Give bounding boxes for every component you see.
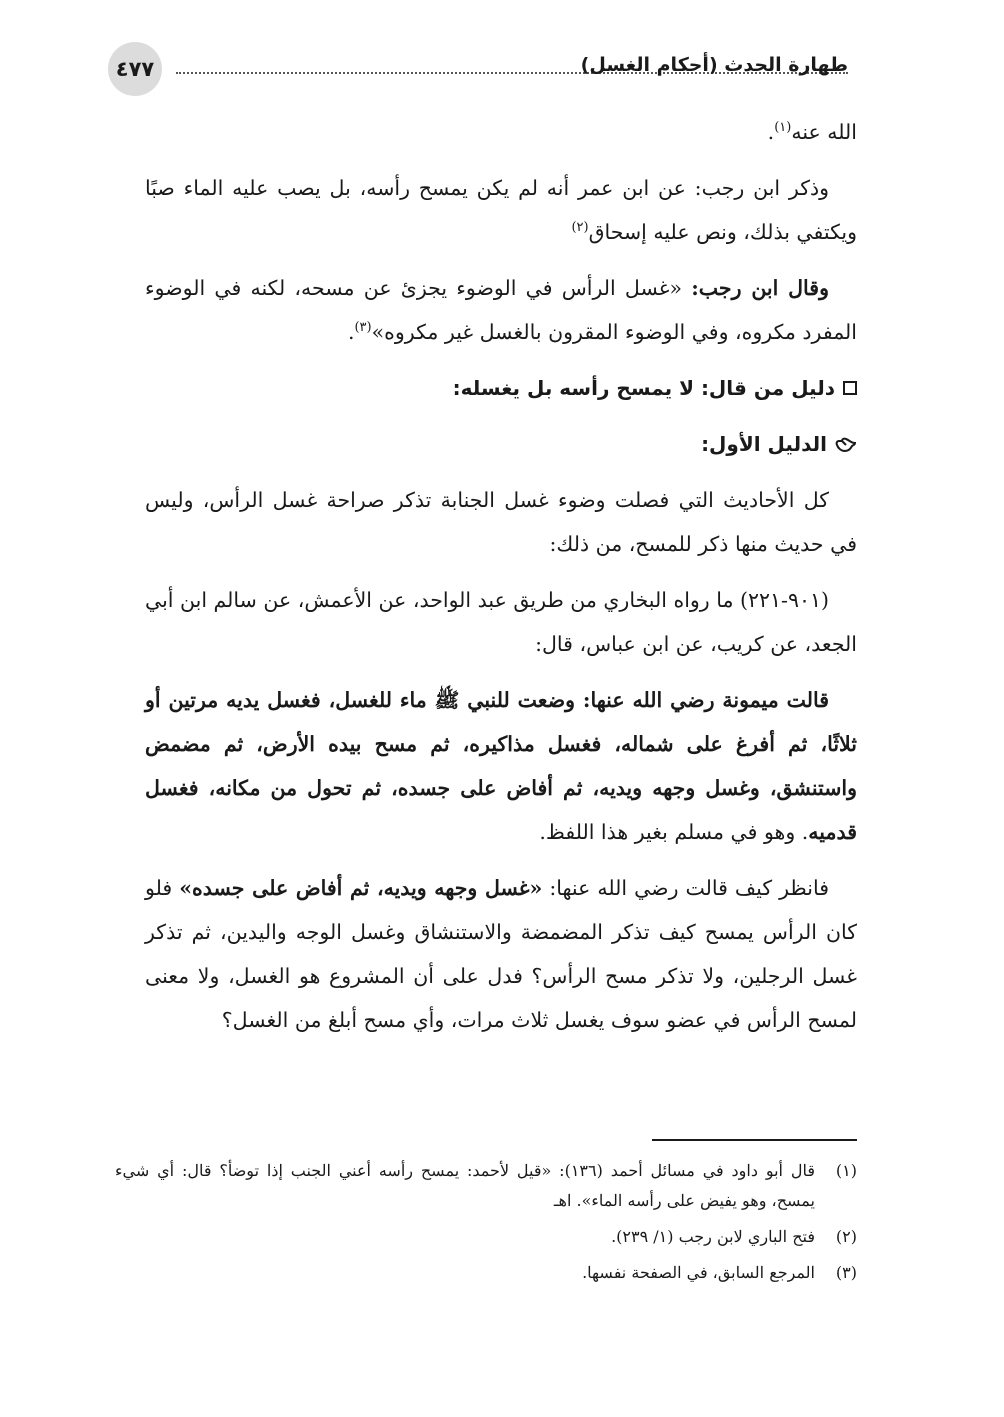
subsection-heading-text: الدليل الأول:	[701, 432, 827, 456]
section-heading-text: دليل من قال: لا يمسح رأسه بل يغسله:	[452, 376, 835, 400]
hadith-note: . وهو في مسلم بغير هذا اللفظ.	[539, 820, 809, 844]
paragraph-text: «غسل الرأس في الوضوء يجزئ عن مسحه، لكنه في الوضوء المفرد مكروه، وفي الوضوء المقرون بالغسل غير مكروه»	[145, 276, 857, 344]
footnote-text: فتح الباري لابن رجب (١/ ٢٣٩).	[611, 1227, 815, 1246]
footnote-number: (١)	[835, 1161, 857, 1180]
paragraph-text: وذكر ابن رجب: عن ابن عمر أنه لم يكن يمسح رأسه، بل يصب عليه الماء صبًا ويكتفي بذلك، ونص عليه إسحاق	[145, 176, 857, 244]
pointing-hand-icon	[835, 434, 857, 454]
footnote-3	[115, 1258, 857, 1288]
footnote-separator	[652, 1139, 857, 1141]
footnote-number: (٢)	[835, 1227, 857, 1246]
paragraph-tail: .	[767, 120, 775, 144]
footnote-ref[interactable]: (٣)	[354, 320, 372, 336]
paragraph-evidence: كل الأحاديث التي فصلت وضوء غسل الجنابة تذكر صراحة غسل الرأس، وليس في حديث منها ذكر للمسح، من ذلك:	[145, 488, 857, 556]
paragraph-text: الله عنه	[791, 120, 857, 144]
subsection-heading	[145, 422, 857, 466]
footnote-number: (٣)	[835, 1263, 857, 1282]
footnotes	[115, 1156, 857, 1294]
square-bullet-icon	[843, 381, 857, 395]
footnote-2	[115, 1222, 857, 1252]
paragraph-continuation	[145, 110, 857, 154]
paragraph-ibn-rajab-2	[145, 266, 857, 354]
hadith-bold-text: قالت ميمونة رضي الله عنها: وضعت للنبي ﷺ ماء للغسل، فغسل يديه مرتين أو ثلاثًا، ثم أفرغ على شماله، فغسل مذاكيره، ثم مسح بيده الأرض، ثم مضمض واستنشق، وغسل وجهه ويديه، ثم أفاض على جسده، ثم تحول من مكانه، فغسل قدميه	[145, 688, 857, 844]
paragraph-hadith-text	[145, 678, 857, 854]
bold-lead: وقال ابن رجب:	[691, 276, 830, 300]
main-text	[145, 110, 857, 1054]
paragraph-analysis	[145, 866, 857, 1042]
paragraph-text: فلو كان الرأس يمسح كيف تذكر المضمضة والاستنشاق وغسل الوجه واليدين، ثم تذكر غسل الرجلين، ولا تذكر مسح الرأس؟ فدل على أن المشروع هو الغسل، ولا معنى لمسح الرأس في عضو سوف يغسل ثلاث مرات، وأي مسح أبلغ من الغسل؟	[145, 876, 857, 1032]
footnote-ref[interactable]: (٢)	[571, 220, 589, 236]
footnote-text: قال أبو داود في مسائل أحمد (١٣٦): «قيل لأحمد: يمسح رأسه أعني الجنب إذا توضأ؟ قال: أي شيء يمسح، وهو يفيض على رأسه الماء». اهـ	[115, 1161, 816, 1210]
footnote-text: المرجع السابق، في الصفحة نفسها.	[582, 1263, 815, 1282]
paragraph-lead: فانظر كيف قالت رضي الله عنها:	[542, 876, 829, 900]
section-heading	[145, 366, 857, 410]
paragraph-ibn-rajab-1	[145, 166, 857, 254]
page-header	[108, 42, 848, 98]
paragraph-hadith-chain: (٩٠١-٢٢١) ما رواه البخاري من طريق عبد الواحد، عن الأعمش، عن سالم ابن أبي الجعد، عن كريب، عن ابن عباس، قال:	[145, 588, 857, 656]
footnote-1	[115, 1156, 857, 1216]
running-title: طهارة الحدث (أحكام الغسل)	[580, 54, 848, 76]
footnote-ref[interactable]: (١)	[774, 120, 792, 136]
page-number-badge: ٤٧٧	[108, 42, 162, 96]
paragraph-tail: .	[347, 320, 355, 344]
bold-quote: «غسل وجهه ويديه، ثم أفاض على جسده»	[179, 876, 543, 900]
